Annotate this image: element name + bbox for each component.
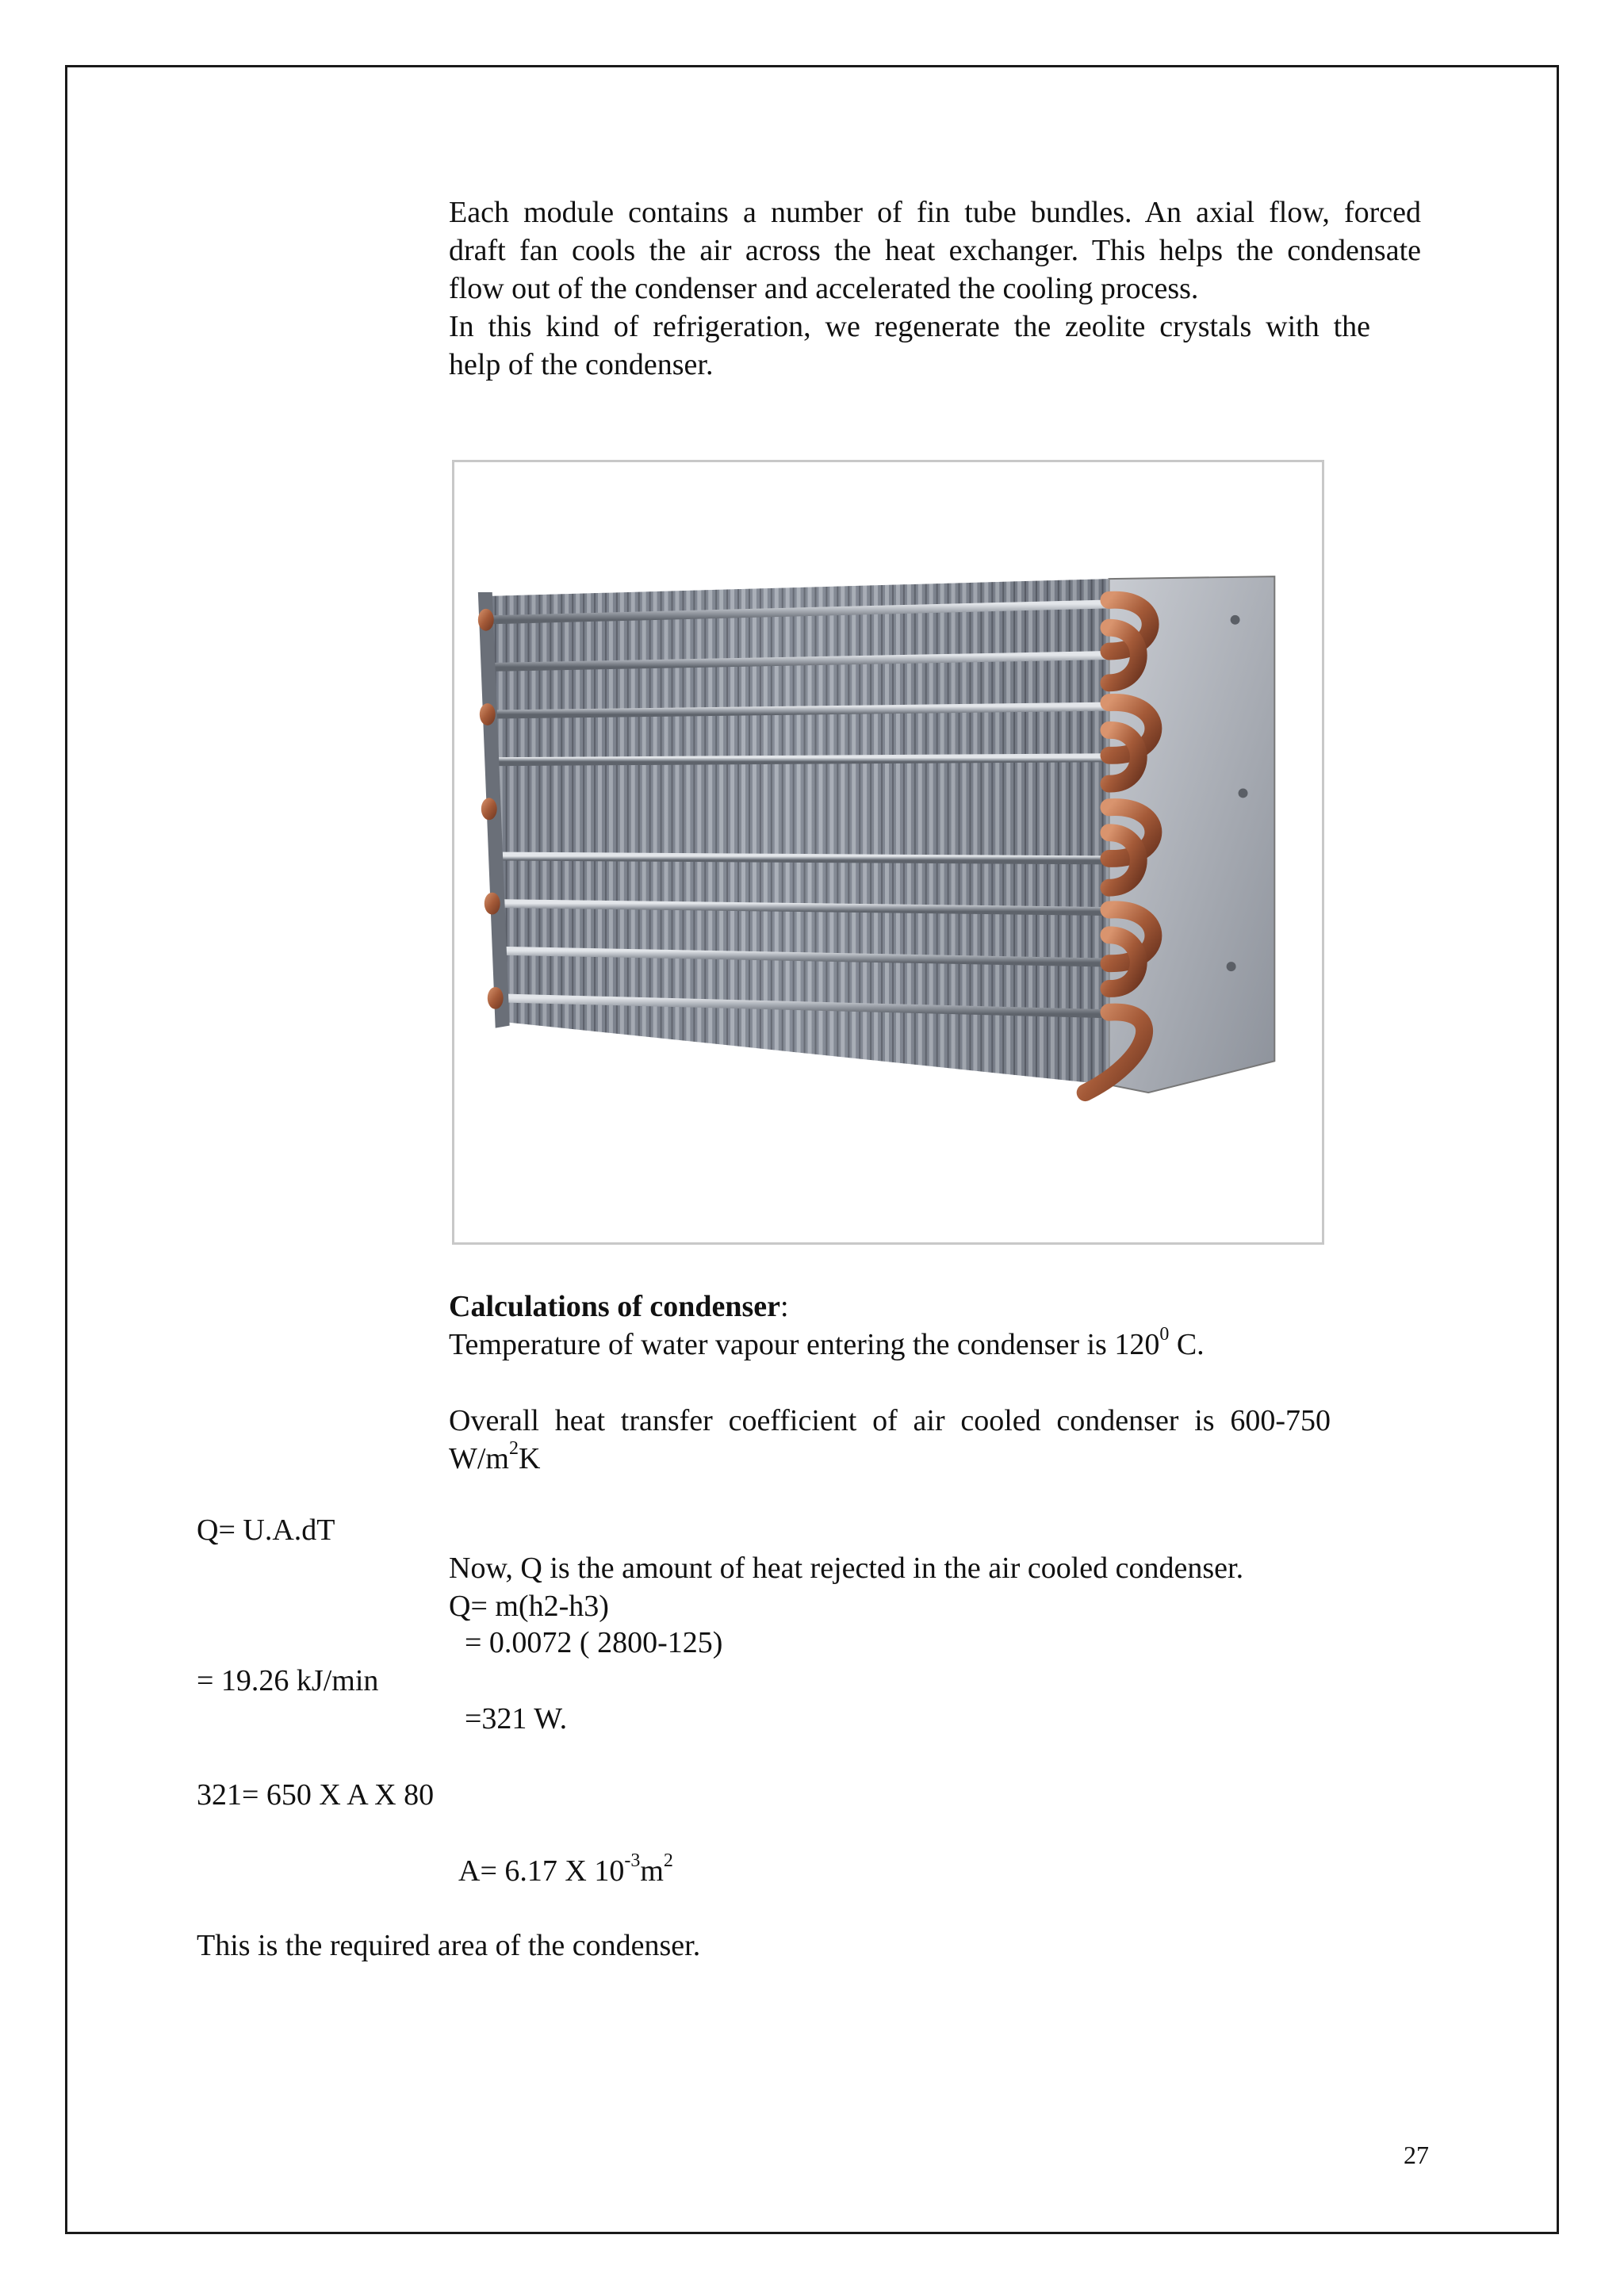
conclusion-line: This is the required area of the condenser. — [197, 1929, 701, 1962]
intro-paragraph — [449, 193, 1421, 384]
overall-coefficient-line: Overall heat transfer coefficient of air cooled condenser is 600-750 — [449, 1404, 1331, 1437]
temperature-line: Temperature of water vapour entering the condenser is $120^0$ C. — [449, 1324, 1205, 1361]
fin-tube-condenser-photo-icon — [454, 462, 1322, 1242]
q-watts: =321 W. — [465, 1702, 568, 1735]
intro-line-4: In this kind of refrigeration, we regenerate the zeolite crystals with the — [449, 310, 1370, 343]
intro-line-3: flow out of the condenser and accelerated the cooling process. — [449, 272, 1199, 305]
intro-line-1: Each module contains a number of fin tube bundles. An axial flow, forced — [449, 196, 1421, 229]
q-formula: Q= U.A.dT — [197, 1513, 335, 1547]
area-result: A= 6.17 X $10^{-3}m^2$ — [458, 1850, 673, 1888]
intro-line-5: help of the condenser. — [449, 348, 714, 381]
condenser-figure — [452, 460, 1324, 1245]
q-kj-per-min: = 19.26 kJ/min — [197, 1664, 379, 1697]
overall-coefficient-unit: $W/m^2K$ — [449, 1438, 541, 1475]
q-enthalpy-line: Q= m(h2-h3) — [449, 1590, 609, 1623]
heat-rejected-line: Now, Q is the amount of heat rejected in the air cooled condenser. — [449, 1552, 1244, 1585]
q-value-expression: = 0.0072 ( 2800-125) — [465, 1626, 723, 1659]
page-number: 27 — [1404, 2141, 1429, 2169]
calc-heading: Calculations of condenser: — [449, 1290, 789, 1323]
area-equation: 321= 650 X A X 80 — [197, 1778, 435, 1812]
intro-line-2: draft fan cools the air across the heat exchanger. This helps the condensate — [449, 234, 1421, 267]
